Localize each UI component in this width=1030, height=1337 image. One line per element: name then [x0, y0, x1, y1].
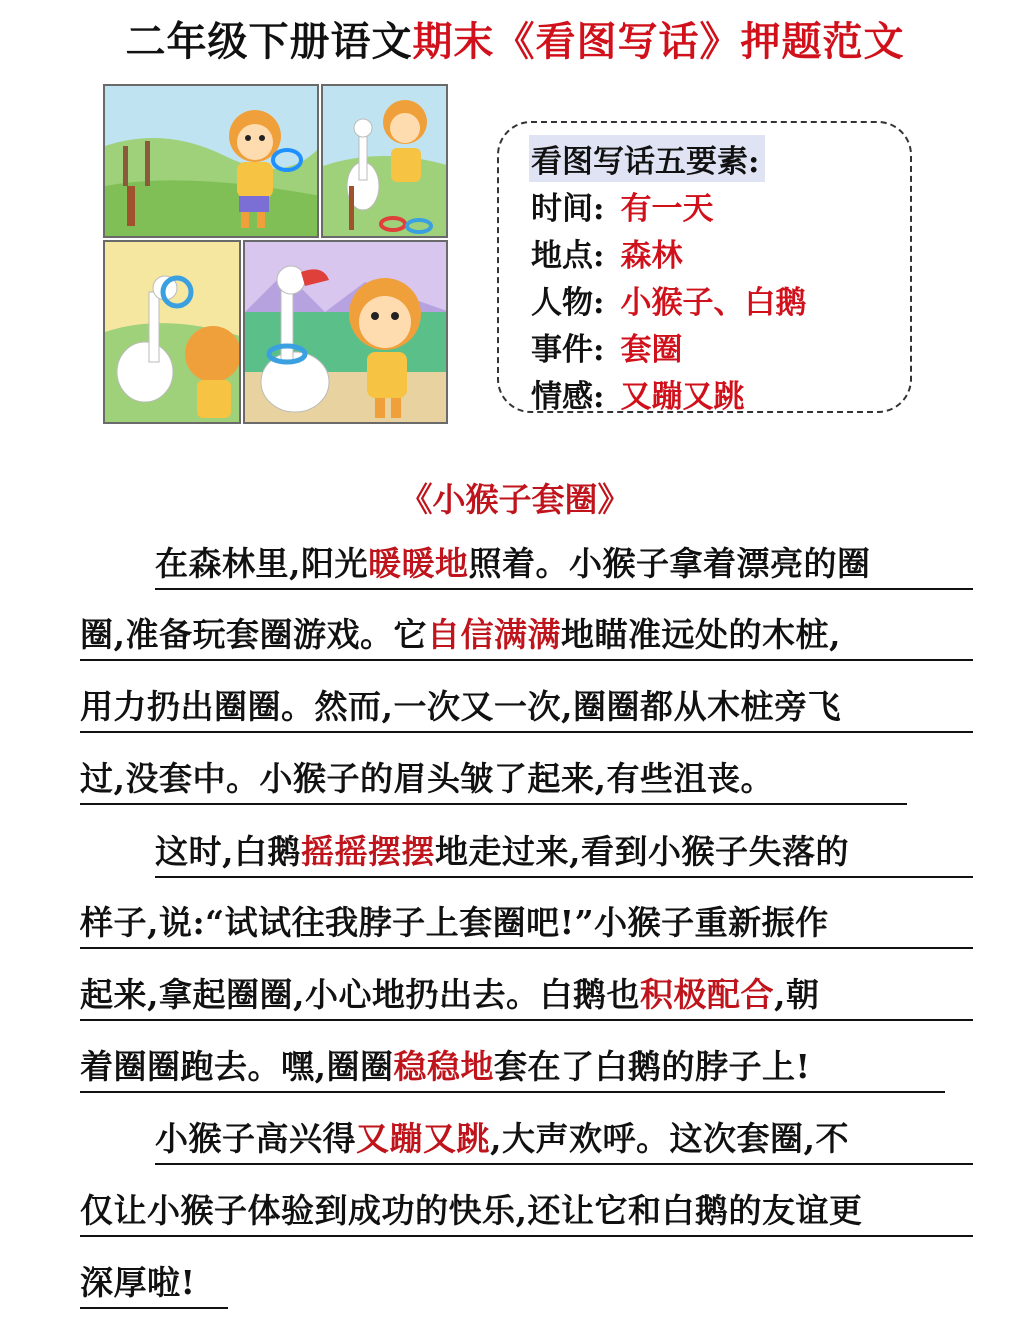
highlighted-phrase: 又蹦又跳 — [356, 1119, 490, 1158]
story-line — [80, 903, 973, 949]
element-colon: : — [593, 191, 605, 227]
story-text: 用力扔出圈圈。然而,一次又一次,圈圈都从木桩旁飞 — [80, 687, 841, 726]
highlighted-phrase: 稳稳地 — [393, 1047, 494, 1086]
element-key: 情感 — [531, 379, 593, 415]
story-text: 照着。小猴子拿着漂亮的圈 — [468, 544, 871, 583]
comic-panel-2 — [321, 84, 448, 238]
element-colon: : — [593, 379, 605, 415]
story-text: 起来,拿起圈圈,小心地扔出去。白鹅也 — [80, 975, 640, 1014]
element-colon: : — [593, 285, 605, 321]
story-text: 深厚啦! — [80, 1263, 196, 1302]
highlighted-phrase: 自信满满 — [427, 615, 561, 654]
story-line — [80, 975, 973, 1021]
title-black-part: 二年级下册语文 — [125, 19, 413, 65]
story-line — [155, 832, 973, 878]
story-line — [80, 1047, 945, 1093]
element-row-place — [531, 230, 682, 275]
story-line — [80, 615, 973, 661]
story-line — [80, 1263, 228, 1309]
element-key: 时间 — [531, 191, 593, 227]
story-text: 圈,准备玩套圈游戏。它 — [80, 615, 427, 654]
five-elements-box — [497, 121, 912, 413]
highlighted-phrase: 暖暖地 — [368, 544, 469, 583]
story-text: 这时,白鹅 — [155, 832, 301, 871]
story-text: 套在了白鹅的脖子上! — [494, 1047, 811, 1086]
panel-2-image — [323, 86, 448, 238]
story-text: 仅让小猴子体验到成功的快乐,还让它和白鹅的友谊更 — [80, 1191, 863, 1230]
element-colon: : — [593, 238, 605, 274]
story-text: 样子,说:“试试往我脖子上套圈吧!”小猴子重新振作 — [80, 903, 829, 942]
story-text: 过,没套中。小猴子的眉头皱了起来,有些沮丧。 — [80, 759, 774, 798]
element-key: 人物 — [531, 285, 593, 321]
element-row-characters — [531, 277, 806, 322]
element-value: 有一天 — [620, 191, 714, 227]
element-row-event — [531, 324, 682, 369]
story-line — [155, 1119, 973, 1165]
panel-3-image — [105, 242, 241, 424]
story-line — [80, 687, 973, 733]
comic-panel-3 — [103, 240, 241, 424]
story-title: 《小猴子套圈》 — [399, 480, 631, 519]
element-row-emotion — [531, 371, 744, 416]
story-text: 在森林里,阳光 — [155, 544, 368, 583]
highlighted-phrase: 积极配合 — [639, 975, 774, 1014]
story-text: 地瞄准远处的木桩, — [561, 615, 841, 654]
story-line — [80, 759, 907, 805]
story-line — [155, 544, 973, 590]
element-key: 事件 — [531, 332, 593, 368]
story-text: ,朝 — [773, 975, 820, 1014]
story-text: 着圈圈跑去。嘿,圈圈 — [80, 1047, 394, 1086]
story-text: ,大声欢呼。这次套圈,不 — [490, 1119, 849, 1158]
comic-panel-1 — [103, 84, 319, 238]
title-red-part: 期末《看图写话》押题范文 — [412, 19, 905, 65]
element-value: 森林 — [620, 238, 683, 274]
page-title — [0, 10, 1030, 67]
story-text: 小猴子高兴得 — [155, 1119, 356, 1158]
story-text: 地走过来,看到小猴子失落的 — [435, 832, 849, 871]
element-key: 地点 — [531, 238, 593, 274]
highlighted-phrase: 摇摇摆摆 — [301, 832, 435, 871]
story-line — [80, 1191, 973, 1237]
element-value: 小猴子、白鹅 — [620, 285, 807, 321]
comic-illustration — [103, 84, 448, 424]
element-colon: : — [593, 332, 605, 368]
element-row-time — [531, 183, 713, 228]
comic-panel-4 — [243, 240, 448, 424]
panel-1-image — [105, 86, 319, 238]
five-elements-heading: 看图写话五要素: — [529, 135, 765, 182]
element-value: 套圈 — [620, 332, 683, 368]
panel-4-image — [245, 242, 448, 424]
element-value: 又蹦又跳 — [620, 379, 745, 415]
